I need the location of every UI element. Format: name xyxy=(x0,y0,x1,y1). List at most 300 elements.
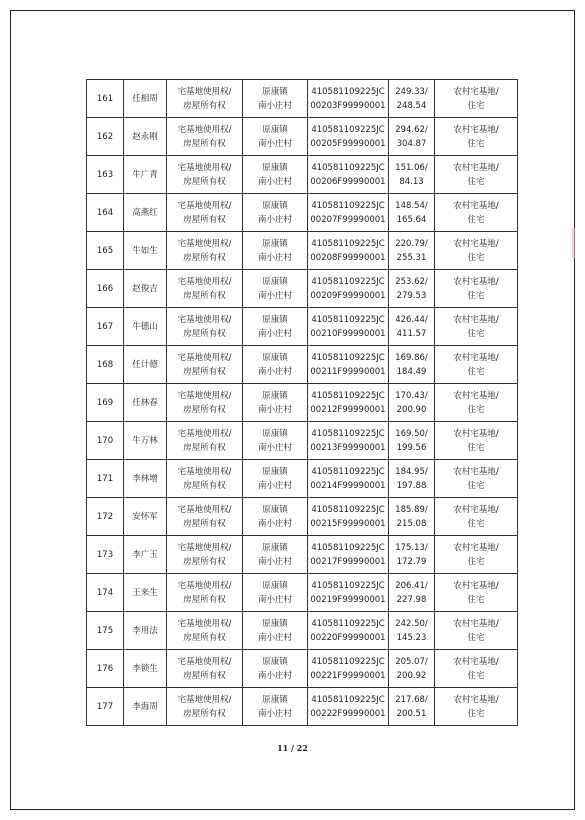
right-type-text: 房屋所有权 xyxy=(183,290,226,301)
location-text: 南小庄村 xyxy=(257,252,292,263)
land-use-cell xyxy=(435,80,518,118)
unit-code-text: 410581109225JC xyxy=(311,238,385,249)
right-type-cell xyxy=(167,536,243,574)
location-text: 原康镇 xyxy=(262,618,288,629)
table-row xyxy=(87,156,518,194)
area-values-text: 84.13 xyxy=(399,176,424,187)
owner-name-text: 李林增 xyxy=(132,473,158,484)
location-text: 南小庄村 xyxy=(257,670,292,681)
area-values-cell xyxy=(389,422,435,460)
right-type-text: 房屋所有权 xyxy=(183,442,226,453)
location-cell xyxy=(243,612,308,650)
land-use-text: 住宅 xyxy=(467,328,485,339)
table-row xyxy=(87,80,518,118)
location-text: 原康镇 xyxy=(262,694,288,705)
land-use-text: 农村宅基地/ xyxy=(453,162,499,173)
right-type-text: 宅基地使用权/ xyxy=(177,504,232,515)
location-text: 南小庄村 xyxy=(257,480,292,491)
area-values-cell xyxy=(389,232,435,270)
unit-code-text: 00207F99990001 xyxy=(310,214,386,225)
location-text: 原康镇 xyxy=(262,200,288,211)
location-cell xyxy=(243,156,308,194)
right-type-cell xyxy=(167,650,243,688)
location-text: 原康镇 xyxy=(262,504,288,515)
right-type-text: 房屋所有权 xyxy=(183,404,226,415)
table-row xyxy=(87,688,518,726)
right-type-text: 房屋所有权 xyxy=(183,480,226,491)
row-number-text: 162 xyxy=(96,131,114,142)
table-row xyxy=(87,384,518,422)
land-use-text: 住宅 xyxy=(467,404,485,415)
land-use-text: 农村宅基地/ xyxy=(453,200,499,211)
row-number-cell xyxy=(87,612,124,650)
owner-name-text: 王来生 xyxy=(132,587,158,598)
location-text: 南小庄村 xyxy=(257,328,292,339)
area-values-text: 175.13/ xyxy=(395,542,428,553)
row-number-cell xyxy=(87,688,124,726)
table-row xyxy=(87,118,518,156)
land-use-text: 农村宅基地/ xyxy=(453,390,499,401)
land-use-cell xyxy=(435,688,518,726)
row-number-cell xyxy=(87,422,124,460)
land-use-cell xyxy=(435,308,518,346)
unit-code-cell xyxy=(308,308,389,346)
row-number-cell xyxy=(87,80,124,118)
right-type-cell xyxy=(167,346,243,384)
area-values-text: 248.54 xyxy=(396,100,427,111)
owner-name-text: 高燕红 xyxy=(132,207,158,218)
row-number-text: 175 xyxy=(96,625,114,636)
table-row xyxy=(87,270,518,308)
registration-table xyxy=(86,79,518,726)
unit-code-cell xyxy=(308,346,389,384)
unit-code-text: 00205F99990001 xyxy=(310,138,386,149)
land-use-cell xyxy=(435,384,518,422)
unit-code-text: 410581109225JC xyxy=(311,390,385,401)
right-type-cell xyxy=(167,384,243,422)
right-type-cell xyxy=(167,156,243,194)
area-values-text: 249.33/ xyxy=(395,86,428,97)
row-number-cell xyxy=(87,308,124,346)
land-use-cell xyxy=(435,422,518,460)
land-use-text: 农村宅基地/ xyxy=(453,504,499,515)
area-values-text: 205.07/ xyxy=(395,656,428,667)
owner-name-cell xyxy=(124,498,167,536)
owner-name-cell xyxy=(124,346,167,384)
unit-code-text: 00220F99990001 xyxy=(310,632,386,643)
unit-code-cell xyxy=(308,574,389,612)
owner-name-cell xyxy=(124,650,167,688)
area-values-text: 279.53 xyxy=(396,290,427,301)
right-type-cell xyxy=(167,612,243,650)
location-text: 南小庄村 xyxy=(257,404,292,415)
table-row xyxy=(87,194,518,232)
row-number-text: 166 xyxy=(96,283,114,294)
land-use-text: 住宅 xyxy=(467,594,485,605)
table-row xyxy=(87,650,518,688)
table-row xyxy=(87,498,518,536)
area-values-text: 242.50/ xyxy=(395,618,428,629)
land-use-cell xyxy=(435,460,518,498)
unit-code-text: 00214F99990001 xyxy=(310,480,386,491)
location-text: 原康镇 xyxy=(262,390,288,401)
land-use-cell xyxy=(435,156,518,194)
row-number-cell xyxy=(87,232,124,270)
area-values-text: 184.49 xyxy=(396,366,427,377)
right-type-text: 宅基地使用权/ xyxy=(177,580,232,591)
row-number-text: 170 xyxy=(96,435,114,446)
unit-code-text: 00211F99990001 xyxy=(310,366,386,377)
area-values-text: 220.79/ xyxy=(395,238,428,249)
land-use-text: 住宅 xyxy=(467,252,485,263)
owner-name-cell xyxy=(124,688,167,726)
right-type-cell xyxy=(167,688,243,726)
location-cell xyxy=(243,688,308,726)
right-type-cell xyxy=(167,308,243,346)
unit-code-text: 410581109225JC xyxy=(311,504,385,515)
scan-edge-mark xyxy=(572,228,575,258)
row-number-text: 172 xyxy=(96,511,114,522)
unit-code-text: 00203F99990001 xyxy=(310,100,386,111)
land-use-cell xyxy=(435,270,518,308)
area-values-text: 255.31 xyxy=(396,252,427,263)
location-text: 南小庄村 xyxy=(257,556,292,567)
right-type-text: 房屋所有权 xyxy=(183,518,226,529)
location-cell xyxy=(243,118,308,156)
location-text: 南小庄村 xyxy=(257,366,292,377)
right-type-cell xyxy=(167,194,243,232)
table-row xyxy=(87,346,518,384)
location-text: 南小庄村 xyxy=(257,708,292,719)
owner-name-cell xyxy=(124,270,167,308)
owner-name-cell xyxy=(124,118,167,156)
right-type-text: 房屋所有权 xyxy=(183,214,226,225)
land-use-text: 农村宅基地/ xyxy=(453,314,499,325)
row-number-text: 176 xyxy=(96,663,114,674)
unit-code-cell xyxy=(308,612,389,650)
unit-code-text: 00221F99990001 xyxy=(310,670,386,681)
right-type-text: 宅基地使用权/ xyxy=(177,618,232,629)
area-values-text: 411.57 xyxy=(396,328,427,339)
unit-code-cell xyxy=(308,422,389,460)
area-values-cell xyxy=(389,650,435,688)
area-values-cell xyxy=(389,156,435,194)
row-number-text: 171 xyxy=(96,473,114,484)
area-values-text: 253.62/ xyxy=(395,276,428,287)
land-use-text: 住宅 xyxy=(467,366,485,377)
area-values-text: 217.68/ xyxy=(395,694,428,705)
unit-code-text: 410581109225JC xyxy=(311,162,385,173)
right-type-text: 宅基地使用权/ xyxy=(177,86,232,97)
row-number-text: 168 xyxy=(96,359,114,370)
land-use-text: 农村宅基地/ xyxy=(453,86,499,97)
owner-name-cell xyxy=(124,422,167,460)
land-use-text: 农村宅基地/ xyxy=(453,694,499,705)
location-text: 南小庄村 xyxy=(257,518,292,529)
row-number-text: 165 xyxy=(96,245,114,256)
land-use-text: 住宅 xyxy=(467,632,485,643)
land-use-cell xyxy=(435,650,518,688)
land-use-cell xyxy=(435,346,518,384)
land-use-text: 住宅 xyxy=(467,518,485,529)
owner-name-cell xyxy=(124,612,167,650)
table-row xyxy=(87,422,518,460)
area-values-cell xyxy=(389,574,435,612)
area-values-cell xyxy=(389,460,435,498)
location-cell xyxy=(243,308,308,346)
location-text: 南小庄村 xyxy=(257,214,292,225)
location-text: 原康镇 xyxy=(262,276,288,287)
owner-name-text: 安怀军 xyxy=(132,511,158,522)
unit-code-text: 410581109225JC xyxy=(311,656,385,667)
area-values-text: 197.88 xyxy=(396,480,427,491)
land-use-text: 住宅 xyxy=(467,556,485,567)
right-type-text: 房屋所有权 xyxy=(183,670,226,681)
right-type-text: 房屋所有权 xyxy=(183,176,226,187)
location-text: 原康镇 xyxy=(262,314,288,325)
right-type-text: 宅基地使用权/ xyxy=(177,276,232,287)
right-type-text: 宅基地使用权/ xyxy=(177,314,232,325)
right-type-cell xyxy=(167,232,243,270)
area-values-text: 206.41/ xyxy=(395,580,428,591)
row-number-cell xyxy=(87,194,124,232)
location-text: 原康镇 xyxy=(262,86,288,97)
owner-name-cell xyxy=(124,460,167,498)
land-use-text: 住宅 xyxy=(467,100,485,111)
location-text: 原康镇 xyxy=(262,124,288,135)
location-cell xyxy=(243,194,308,232)
land-use-text: 住宅 xyxy=(467,138,485,149)
area-values-cell xyxy=(389,688,435,726)
land-use-text: 住宅 xyxy=(467,708,485,719)
area-values-text: 170.43/ xyxy=(395,390,428,401)
location-cell xyxy=(243,232,308,270)
area-values-text: 215.08 xyxy=(396,518,427,529)
owner-name-text: 牛德山 xyxy=(132,321,158,332)
area-values-text: 148.54/ xyxy=(395,200,428,211)
registration-table-body xyxy=(87,80,518,726)
right-type-text: 宅基地使用权/ xyxy=(177,200,232,211)
area-values-text: 185.89/ xyxy=(395,504,428,515)
page-number: 11 / 22 xyxy=(277,743,308,753)
owner-name-cell xyxy=(124,574,167,612)
unit-code-text: 00213F99990001 xyxy=(310,442,386,453)
unit-code-text: 410581109225JC xyxy=(311,542,385,553)
row-number-text: 161 xyxy=(96,93,114,104)
owner-name-text: 赵永刚 xyxy=(132,131,158,142)
right-type-cell xyxy=(167,422,243,460)
right-type-text: 房屋所有权 xyxy=(183,138,226,149)
land-use-cell xyxy=(435,498,518,536)
unit-code-text: 410581109225JC xyxy=(311,466,385,477)
right-type-text: 宅基地使用权/ xyxy=(177,542,232,553)
row-number-cell xyxy=(87,460,124,498)
location-cell xyxy=(243,574,308,612)
location-text: 南小庄村 xyxy=(257,176,292,187)
area-values-cell xyxy=(389,80,435,118)
land-use-cell xyxy=(435,194,518,232)
right-type-text: 宅基地使用权/ xyxy=(177,352,232,363)
right-type-text: 房屋所有权 xyxy=(183,594,226,605)
table-row xyxy=(87,612,518,650)
area-values-cell xyxy=(389,346,435,384)
unit-code-text: 00208F99990001 xyxy=(310,252,386,263)
right-type-cell xyxy=(167,460,243,498)
area-values-text: 145.23 xyxy=(396,632,427,643)
location-cell xyxy=(243,498,308,536)
owner-name-text: 牛万林 xyxy=(132,435,158,446)
right-type-text: 房屋所有权 xyxy=(183,632,226,643)
table-row xyxy=(87,536,518,574)
unit-code-cell xyxy=(308,536,389,574)
land-use-text: 农村宅基地/ xyxy=(453,238,499,249)
owner-name-text: 李广玉 xyxy=(132,549,158,560)
land-use-text: 住宅 xyxy=(467,290,485,301)
unit-code-text: 410581109225JC xyxy=(311,124,385,135)
area-values-text: 304.87 xyxy=(396,138,427,149)
area-values-text: 200.90 xyxy=(396,404,427,415)
land-use-text: 农村宅基地/ xyxy=(453,618,499,629)
land-use-text: 农村宅基地/ xyxy=(453,428,499,439)
unit-code-text: 410581109225JC xyxy=(311,86,385,97)
area-values-text: 184.95/ xyxy=(395,466,428,477)
location-text: 南小庄村 xyxy=(257,100,292,111)
right-type-text: 房屋所有权 xyxy=(183,252,226,263)
location-text: 原康镇 xyxy=(262,428,288,439)
unit-code-cell xyxy=(308,650,389,688)
row-number-cell xyxy=(87,156,124,194)
land-use-text: 农村宅基地/ xyxy=(453,276,499,287)
location-text: 原康镇 xyxy=(262,466,288,477)
row-number-text: 177 xyxy=(96,701,114,712)
owner-name-cell xyxy=(124,232,167,270)
owner-name-text: 李海周 xyxy=(132,701,158,712)
row-number-text: 174 xyxy=(96,587,114,598)
owner-name-text: 李锁生 xyxy=(132,663,158,674)
area-values-text: 199.56 xyxy=(396,442,427,453)
right-type-text: 宅基地使用权/ xyxy=(177,694,232,705)
land-use-text: 农村宅基地/ xyxy=(453,466,499,477)
location-cell xyxy=(243,650,308,688)
owner-name-text: 任林春 xyxy=(132,397,158,408)
location-text: 原康镇 xyxy=(262,238,288,249)
unit-code-cell xyxy=(308,270,389,308)
unit-code-cell xyxy=(308,460,389,498)
land-use-text: 农村宅基地/ xyxy=(453,656,499,667)
land-use-text: 住宅 xyxy=(467,480,485,491)
location-text: 南小庄村 xyxy=(257,594,292,605)
owner-name-cell xyxy=(124,384,167,422)
area-values-text: 200.51 xyxy=(396,708,427,719)
unit-code-text: 00209F99990001 xyxy=(310,290,386,301)
location-cell xyxy=(243,384,308,422)
unit-code-text: 410581109225JC xyxy=(311,580,385,591)
owner-name-cell xyxy=(124,156,167,194)
land-use-cell xyxy=(435,232,518,270)
owner-name-text: 任相周 xyxy=(132,93,158,104)
land-use-text: 农村宅基地/ xyxy=(453,542,499,553)
unit-code-text: 00206F99990001 xyxy=(310,176,386,187)
unit-code-text: 00219F99990001 xyxy=(310,594,386,605)
owner-name-cell xyxy=(124,536,167,574)
land-use-text: 住宅 xyxy=(467,670,485,681)
location-cell xyxy=(243,346,308,384)
location-text: 南小庄村 xyxy=(257,442,292,453)
unit-code-text: 00212F99990001 xyxy=(310,404,386,415)
row-number-text: 167 xyxy=(96,321,114,332)
row-number-cell xyxy=(87,118,124,156)
location-cell xyxy=(243,422,308,460)
area-values-cell xyxy=(389,384,435,422)
unit-code-cell xyxy=(308,156,389,194)
area-values-cell xyxy=(389,612,435,650)
unit-code-cell xyxy=(308,232,389,270)
owner-name-text: 牛如生 xyxy=(132,245,158,256)
location-text: 南小庄村 xyxy=(257,632,292,643)
area-values-text: 169.50/ xyxy=(395,428,428,439)
right-type-text: 宅基地使用权/ xyxy=(177,466,232,477)
row-number-text: 173 xyxy=(96,549,114,560)
row-number-cell xyxy=(87,498,124,536)
unit-code-text: 410581109225JC xyxy=(311,694,385,705)
unit-code-text: 00217F99990001 xyxy=(310,556,386,567)
unit-code-text: 00222F99990001 xyxy=(310,708,386,719)
location-text: 原康镇 xyxy=(262,580,288,591)
right-type-cell xyxy=(167,574,243,612)
area-values-cell xyxy=(389,194,435,232)
owner-name-text: 李用法 xyxy=(132,625,158,636)
area-values-cell xyxy=(389,270,435,308)
row-number-text: 164 xyxy=(96,207,114,218)
owner-name-text: 牛广青 xyxy=(132,169,158,180)
table-row xyxy=(87,232,518,270)
unit-code-cell xyxy=(308,688,389,726)
row-number-text: 169 xyxy=(96,397,114,408)
area-values-text: 169.86/ xyxy=(395,352,428,363)
area-values-text: 151.06/ xyxy=(395,162,428,173)
unit-code-text: 410581109225JC xyxy=(311,428,385,439)
owner-name-cell xyxy=(124,80,167,118)
location-cell xyxy=(243,536,308,574)
owner-name-text: 赵俊吉 xyxy=(132,283,158,294)
right-type-text: 宅基地使用权/ xyxy=(177,656,232,667)
land-use-cell xyxy=(435,118,518,156)
location-text: 南小庄村 xyxy=(257,138,292,149)
owner-name-text: 任计德 xyxy=(132,359,158,370)
row-number-cell xyxy=(87,650,124,688)
right-type-cell xyxy=(167,80,243,118)
row-number-text: 163 xyxy=(96,169,114,180)
row-number-cell xyxy=(87,346,124,384)
land-use-text: 住宅 xyxy=(467,176,485,187)
table-row xyxy=(87,460,518,498)
table-row xyxy=(87,574,518,612)
land-use-text: 住宅 xyxy=(467,214,485,225)
location-cell xyxy=(243,460,308,498)
location-text: 原康镇 xyxy=(262,162,288,173)
location-text: 原康镇 xyxy=(262,352,288,363)
row-number-cell xyxy=(87,270,124,308)
right-type-text: 宅基地使用权/ xyxy=(177,238,232,249)
area-values-text: 294.62/ xyxy=(395,124,428,135)
row-number-cell xyxy=(87,574,124,612)
unit-code-text: 410581109225JC xyxy=(311,314,385,325)
land-use-cell xyxy=(435,574,518,612)
land-use-text: 农村宅基地/ xyxy=(453,352,499,363)
row-number-cell xyxy=(87,536,124,574)
right-type-cell xyxy=(167,270,243,308)
land-use-text: 住宅 xyxy=(467,442,485,453)
